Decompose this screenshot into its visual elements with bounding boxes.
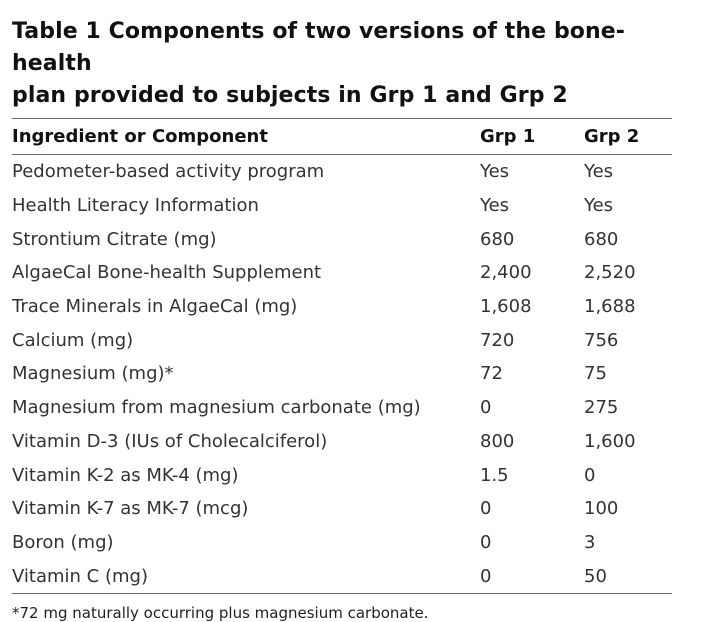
cell-grp2: Yes	[584, 161, 614, 183]
cell-grp1: 0	[480, 531, 492, 553]
cell-ingredient: Vitamin D-3 (IUs of Cholecalciferol)	[12, 430, 328, 452]
cell-grp1: Yes	[480, 195, 510, 217]
cell-ingredient: AlgaeCal Bone-health Supplement	[12, 262, 322, 284]
components-table	[12, 118, 672, 594]
table-title-line-2: plan provided to subjects in Grp 1 and Grp 2	[12, 83, 568, 108]
column-header-grp2: Grp 2	[584, 126, 640, 147]
table-footnote: *72 mg naturally occurring plus magnesium carbonate.	[12, 603, 429, 622]
table-row	[12, 256, 672, 290]
cell-grp1: 720	[480, 329, 515, 351]
table-row	[12, 458, 672, 492]
cell-grp2: 2,520	[584, 262, 636, 284]
cell-grp2: 1,600	[584, 430, 636, 452]
cell-grp2: 3	[584, 531, 596, 553]
cell-grp1: 0	[480, 397, 492, 419]
table-row	[12, 391, 672, 425]
table-row	[12, 559, 672, 593]
cell-ingredient: Boron (mg)	[12, 531, 114, 553]
table-row	[12, 323, 672, 357]
column-header-ingredient: Ingredient or Component	[12, 126, 268, 147]
cell-ingredient: Vitamin K-2 as MK-4 (mg)	[12, 464, 239, 486]
cell-ingredient: Vitamin K-7 as MK-7 (mcg)	[12, 498, 249, 520]
cell-grp1: 0	[480, 565, 492, 587]
cell-ingredient: Trace Minerals in AlgaeCal (mg)	[12, 296, 298, 318]
table-row	[12, 526, 672, 560]
table-row	[12, 290, 672, 324]
table-row	[12, 492, 672, 526]
cell-grp1: 0	[480, 498, 492, 520]
cell-grp1: 1,608	[480, 296, 532, 318]
cell-grp2: 50	[584, 565, 607, 587]
table-row	[12, 425, 672, 459]
table-header	[12, 119, 672, 155]
cell-grp2: 100	[584, 498, 619, 520]
cell-ingredient: Strontium Citrate (mg)	[12, 228, 217, 250]
cell-grp2: 75	[584, 363, 607, 385]
table-title	[12, 16, 672, 112]
cell-grp2: 0	[584, 464, 596, 486]
table-title-line-1: Table 1 Components of two versions of the bone-health	[12, 19, 626, 76]
header-row	[12, 119, 672, 155]
table-row	[12, 357, 672, 391]
table-body	[12, 155, 672, 594]
cell-ingredient: Health Literacy Information	[12, 195, 259, 217]
cell-grp2: 1,688	[584, 296, 636, 318]
cell-grp1: 2,400	[480, 262, 532, 284]
cell-grp1: 1.5	[480, 464, 509, 486]
cell-ingredient: Pedometer-based activity program	[12, 161, 325, 183]
column-header-grp1: Grp 1	[480, 126, 536, 147]
cell-grp1: Yes	[480, 161, 510, 183]
cell-grp2: Yes	[584, 195, 614, 217]
table-row	[12, 189, 672, 223]
cell-ingredient: Vitamin C (mg)	[12, 565, 148, 587]
cell-ingredient: Magnesium (mg)*	[12, 363, 174, 385]
cell-ingredient: Magnesium from magnesium carbonate (mg)	[12, 397, 421, 419]
table-row	[12, 222, 672, 256]
cell-grp1: 72	[480, 363, 503, 385]
cell-grp1: 800	[480, 430, 515, 452]
cell-grp2: 756	[584, 329, 619, 351]
cell-grp2: 275	[584, 397, 619, 419]
table-row	[12, 155, 672, 189]
cell-grp2: 680	[584, 228, 619, 250]
cell-ingredient: Calcium (mg)	[12, 329, 134, 351]
cell-grp1: 680	[480, 228, 515, 250]
